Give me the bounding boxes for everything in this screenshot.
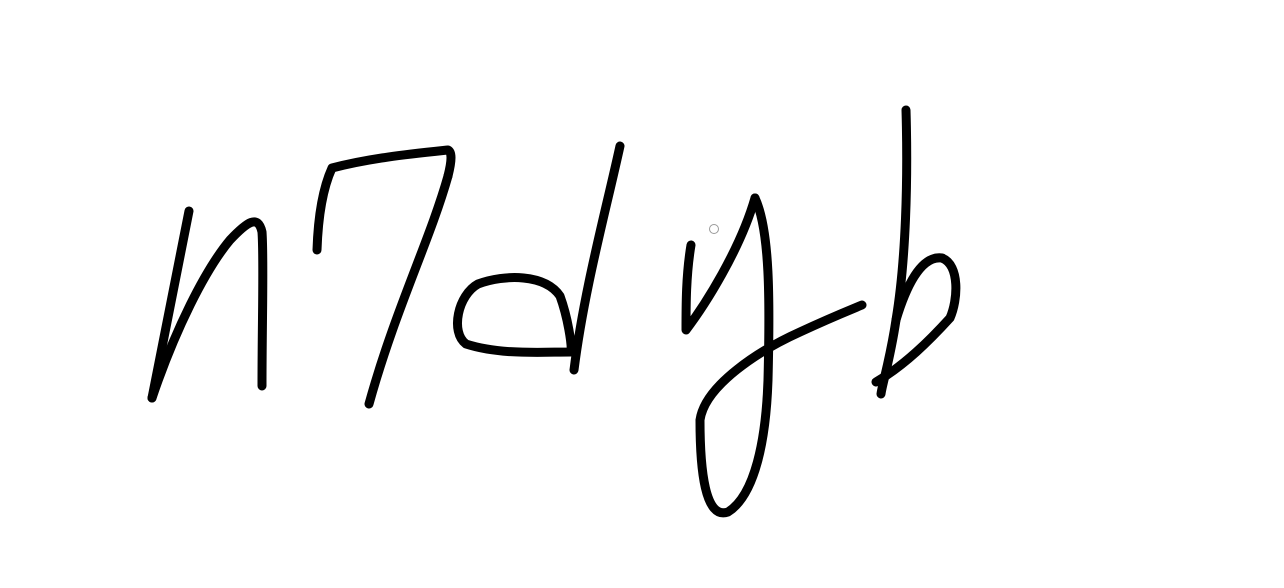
pen-cursor xyxy=(709,224,719,234)
glyph-d xyxy=(457,146,620,370)
glyph-y xyxy=(686,198,862,513)
glyph-7-stem-stroke xyxy=(369,176,448,404)
glyph-b xyxy=(876,110,956,394)
glyph-b-stem-stroke xyxy=(881,110,907,394)
glyph-n xyxy=(152,211,263,398)
glyph-y-left-stroke xyxy=(686,198,755,330)
glyph-d-stem-stroke xyxy=(574,146,620,370)
glyph-y-tail-stroke xyxy=(700,198,862,513)
glyph-d-bowl-stroke xyxy=(457,278,571,353)
glyph-7 xyxy=(317,150,451,404)
